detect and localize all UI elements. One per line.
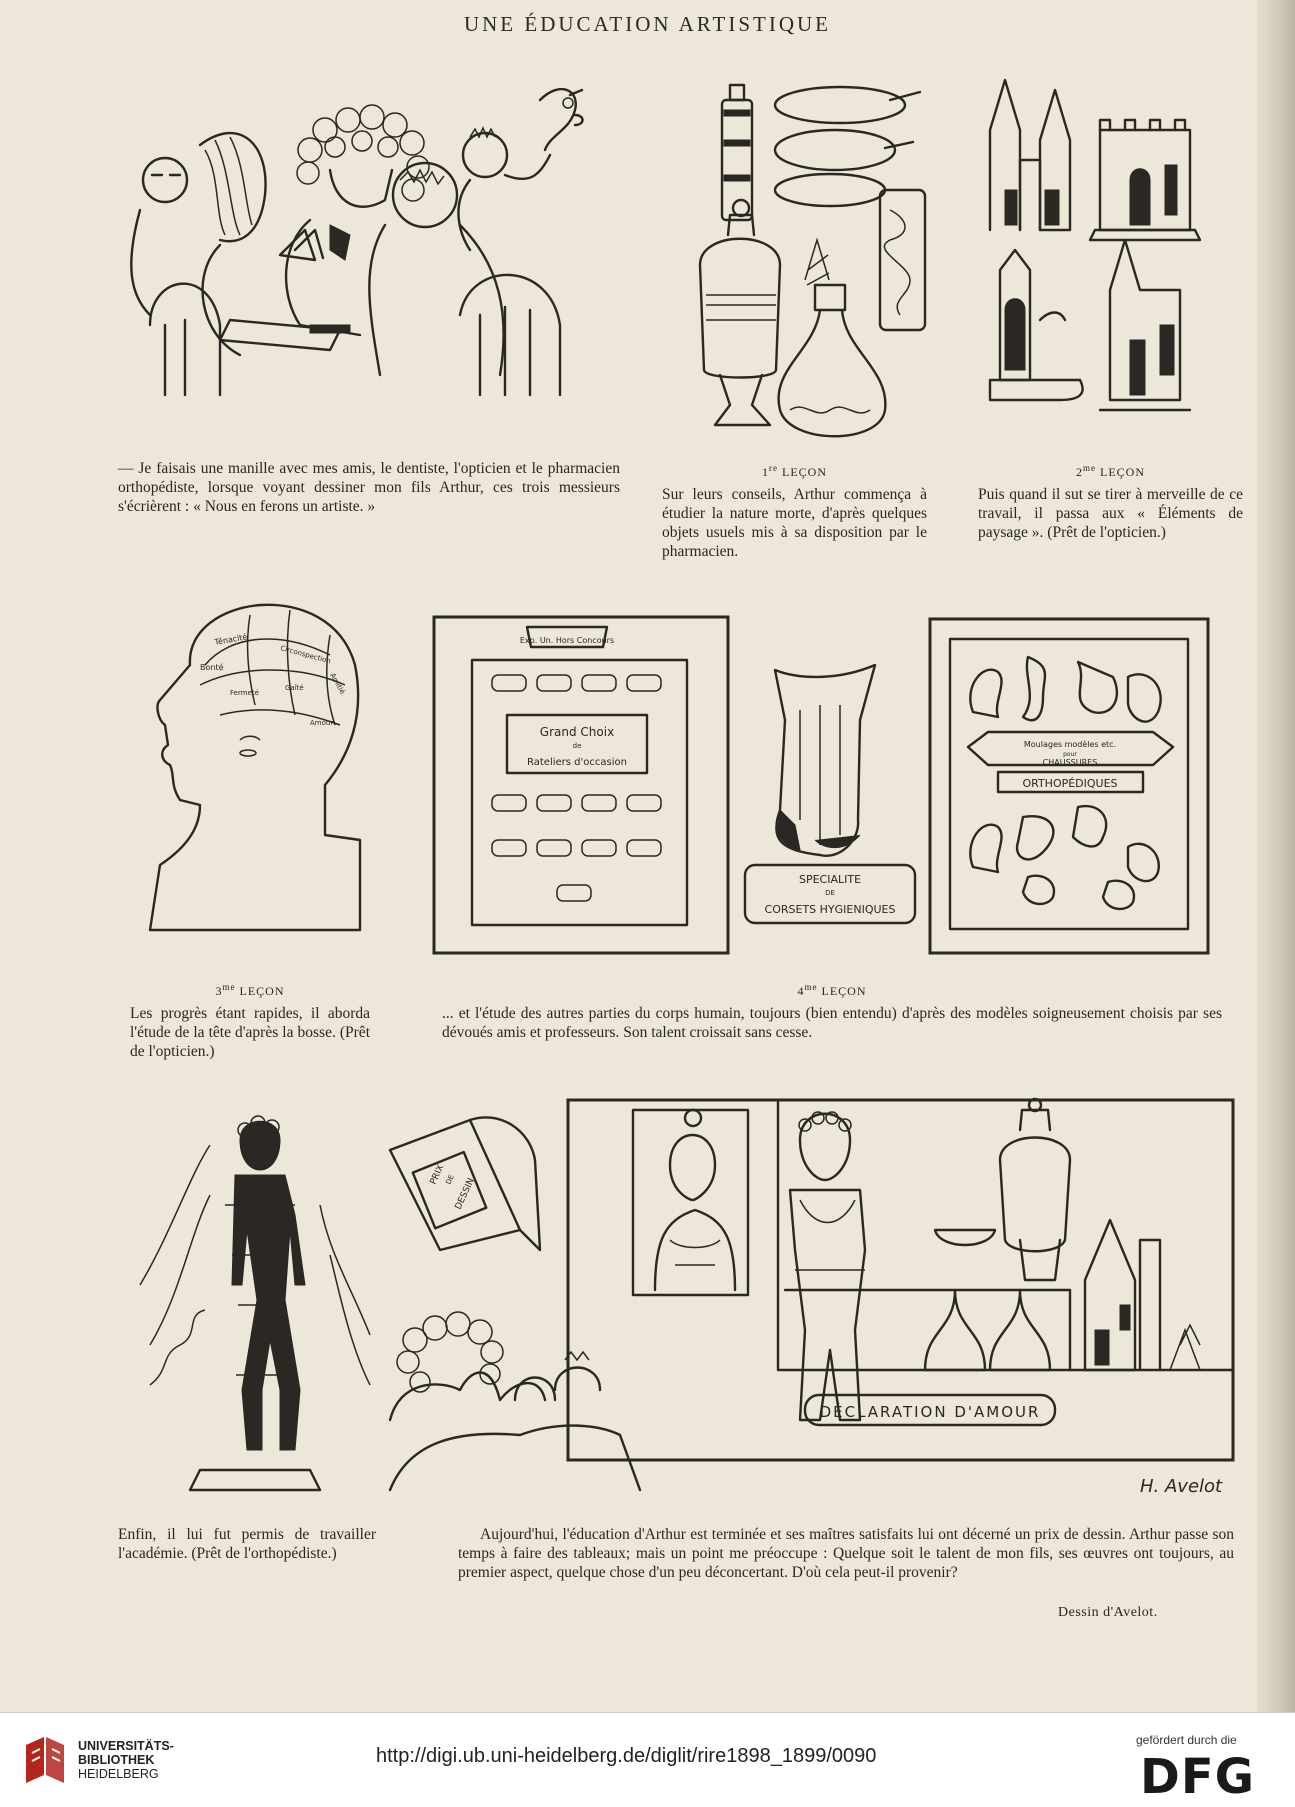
book-label-line2: DESSIN bbox=[453, 1176, 477, 1212]
permalink-url[interactable]: http://digi.ub.uni-heidelberg.de/diglit/rire1898_1899/0090 bbox=[376, 1745, 877, 1767]
caption-panel-6: Enfin, il lui fut permis de travailler l'académie. (Prêt de l'orthopédiste.) bbox=[118, 1526, 376, 1562]
dentist-sign-line1: Grand Choix bbox=[539, 725, 615, 739]
drawing-credit: Dessin d'Avelot. bbox=[1058, 1605, 1158, 1620]
book-label-de: DE bbox=[444, 1173, 456, 1186]
dentist-sign-top: Exp. Un. Hors Concours bbox=[519, 636, 615, 645]
ortho-label-pour: pour bbox=[1063, 751, 1077, 758]
page-title: UNE ÉDUCATION ARTISTIQUE bbox=[463, 12, 832, 36]
corset-label-line2: CORSETS HYGIENIQUES bbox=[764, 903, 896, 916]
painting-title-text: DÉCLARATION D'AMOUR bbox=[819, 1403, 1041, 1421]
artist-signature: H. Avelot bbox=[1140, 1476, 1223, 1497]
illustration-dentist-board bbox=[432, 615, 730, 955]
lesson-heading-2: $2^{me}$ LEÇON bbox=[1076, 463, 1145, 479]
corset-label-de: DE bbox=[825, 889, 835, 897]
lesson-heading-3: $3^{me}$ LEÇON bbox=[215, 982, 285, 998]
illustration-card-game bbox=[130, 75, 650, 405]
illustration-corset bbox=[740, 650, 925, 930]
book-label-line1: PRIX bbox=[428, 1163, 447, 1187]
caption-panel-3: $2^{me}$ LEÇON Puis quand il sut se tirer à merveille de ce travail, il passa aux « Éléments de paysage ». (Prêt de l'opticien.) bbox=[978, 459, 1243, 542]
caption-panel-7: Aujourd'hui, l'éducation d'Arthur est terminée et ses maîtres satisfaits lui ont décerné un prix de dessin. Arthur passe son temps à faire des tableaux; mais un point me préoccupe : Quelque soit le talent de mon fils, ses œuvres ont toujours, au premier aspect, quelque chose d'un peu déconcertant. D'où cela peut-il provenir? bbox=[458, 1526, 1234, 1581]
caption-panel-5: $4^{me}$ LEÇON ... et l'étude des autres parties du corps humain, toujours (bien entendu) d'après des modèles soigneusement choisis par ses dévoués amis et professeurs. Son talent croissait sans cesse. bbox=[442, 978, 1222, 1042]
ortho-label-line2: CHAUSSURES bbox=[1042, 758, 1098, 767]
ortho-label-line1: Moulages modèles etc. bbox=[1023, 740, 1117, 749]
corset-label-line1: SPECIALITE bbox=[798, 873, 862, 886]
illustration-castles bbox=[980, 70, 1230, 440]
lesson-heading-4: $4^{me}$ LEÇON bbox=[797, 982, 867, 998]
caption-panel-4: $3^{me}$ LEÇON Les progrès étant rapides, il aborda l'étude de la tête d'après la bosse. (Prêt de l'opticien.) bbox=[130, 978, 370, 1061]
phrenology-label-fermete: Fermeté bbox=[230, 689, 259, 697]
dentist-sign-line2: Rateliers d'occasion bbox=[527, 757, 627, 768]
illustration-pharmacy-objects bbox=[680, 80, 930, 450]
illustration-orthopedic-board bbox=[928, 617, 1210, 955]
dfg-logo: DFG bbox=[1140, 1749, 1256, 1805]
ortho-label-line3: ORTHOPÉDIQUES bbox=[1022, 777, 1118, 790]
illustration-painting-scene bbox=[380, 1090, 1240, 1510]
page-spine-shadow bbox=[1257, 0, 1295, 1712]
caption-panel-1: — Je faisais une manille avec mes amis, le dentiste, l'opticien et le pharmacien orthopédiste, lorsque voyant dessiner mon fils Arthur, ces trois messieurs s'écrièrent : « Nous en ferons un artiste. » bbox=[118, 460, 620, 515]
illustration-statue bbox=[130, 1085, 380, 1505]
funding-note: gefördert durch die bbox=[1136, 1733, 1237, 1747]
phrenology-label-gaite: Gaîté bbox=[285, 684, 304, 692]
lesson-heading-1: 1re LEÇON bbox=[762, 463, 827, 479]
university-library-logo-icon bbox=[22, 1735, 68, 1785]
phrenology-label-amour: Amour bbox=[310, 719, 334, 727]
illustration-phrenology-head bbox=[130, 575, 370, 940]
caption-panel-2: 1re LEÇON Sur leurs conseils, Arthur commença à étudier la nature morte, d'après quelques objets usuels mis à sa disposition par le pharmacien. bbox=[662, 459, 927, 561]
phrenology-label-circonspection: Circonspection bbox=[279, 644, 332, 666]
phrenology-label-amitie: Amitié bbox=[328, 672, 347, 696]
dentist-sign-de: de bbox=[572, 742, 582, 750]
phrenology-label-tenacite: Ténacité bbox=[213, 632, 248, 647]
phrenology-label-bonte: Bonté bbox=[200, 663, 224, 672]
university-library-name: UNIVERSITÄTS- BIBLIOTHEK HEIDELBERG bbox=[78, 1739, 174, 1781]
digitization-footer bbox=[0, 1712, 1295, 1807]
